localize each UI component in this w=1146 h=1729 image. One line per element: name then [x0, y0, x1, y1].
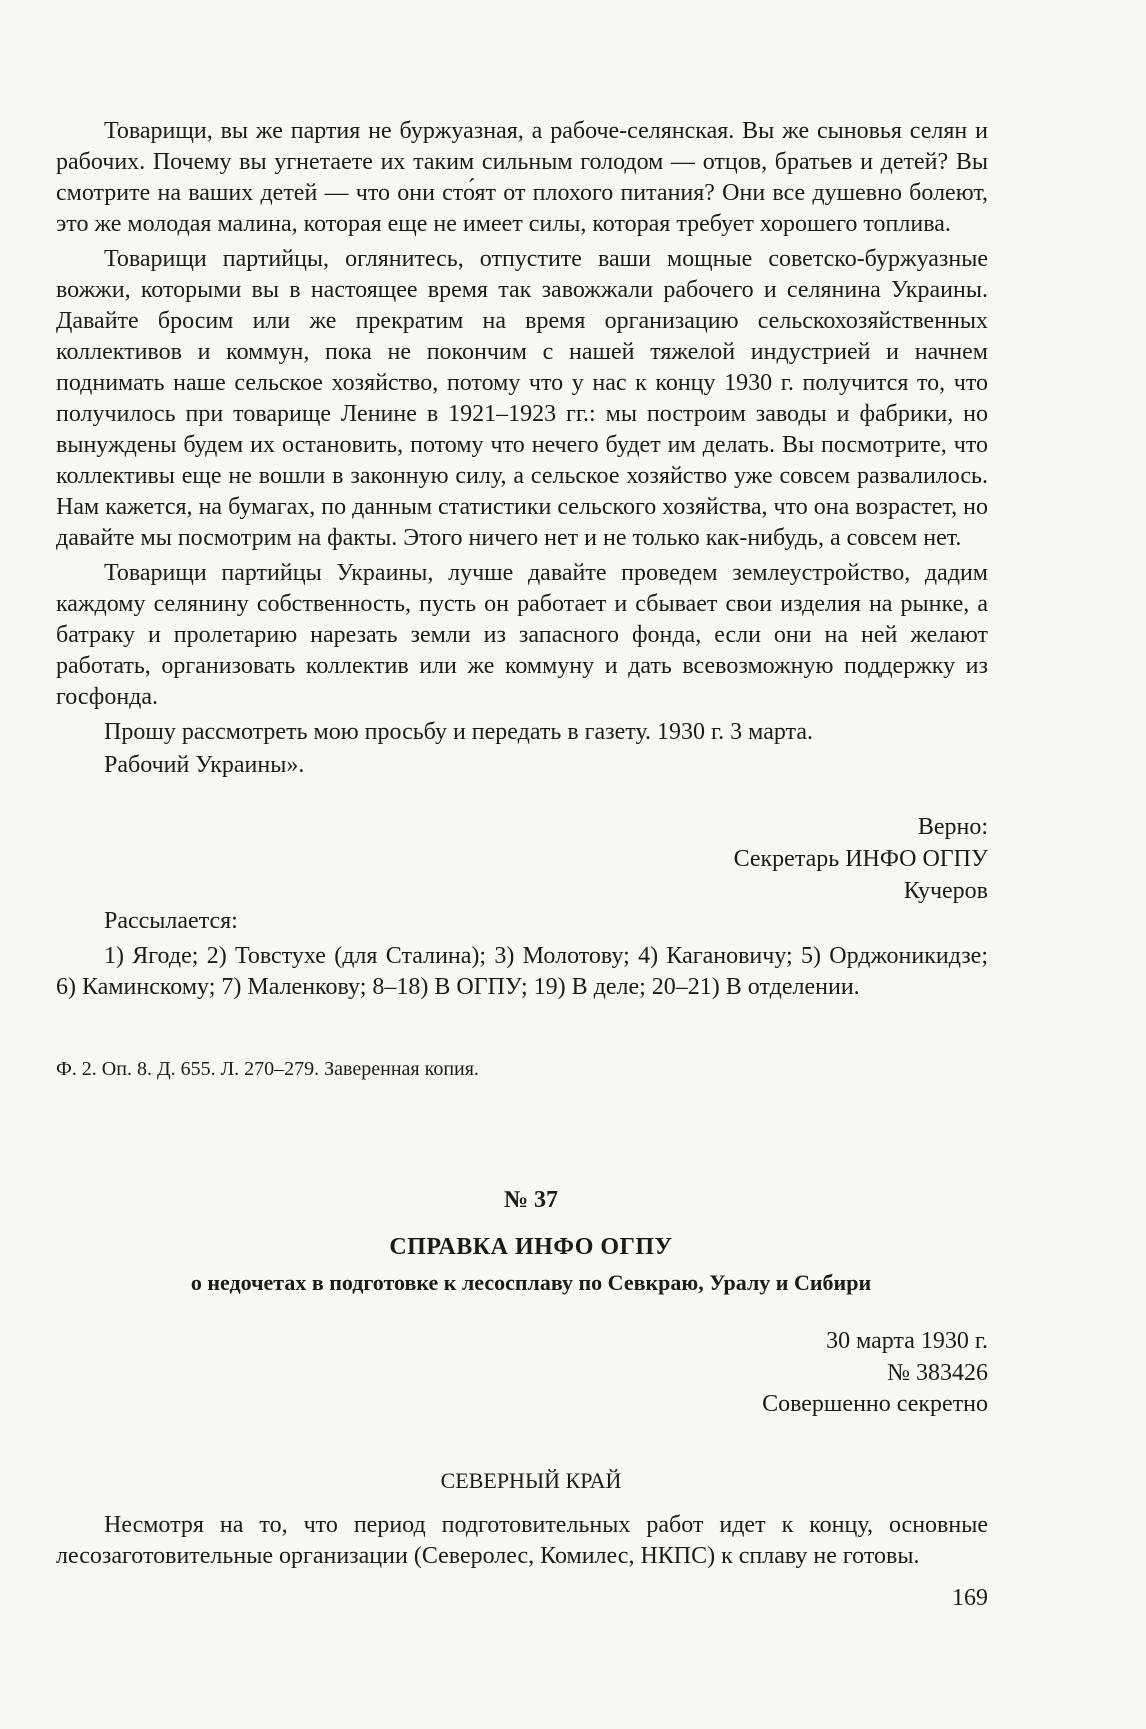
letter-signature: Рабочий Украины».: [104, 752, 305, 778]
distribution-label: Рассылается:: [104, 908, 238, 934]
section-body: [56, 1510, 988, 1572]
distribution-list: 1) Ягоде; 2) Товстухе (для Сталина); 3) Молотову; 4) Кагановичу; 5) Орджоникидзе; 6) Каминскому; 7) Маленкову; 8–18) В ОГПУ; 19) В деле; 20–21) В отделении.: [56, 943, 988, 1000]
letter-paragraph-2: Товарищи партийцы, оглянитесь, отпустите ваши мощные советско-буржуазные вожжи, которыми вы в настоящее время так завожжали рабочего и селянина Украины. Давайте бросим или же прекратим на время организацию сельскохозяйственных коллективов и коммун, пока не покончим с нашей тяжелой индустрией и начнем поднимать наше сельское хозяйство, потому что у нас к концу 1930 г. получится то, что получилось при товарище Ленине в 1921–1923 гг.: мы построим заводы и фабрики, но вынуждены будем их остановить, потому что нечего будет им делать. Вы посмотрите, что коллективы еще не вошли в законную силу, а сельское хозяйство уже совсем развалилось. Нам кажется, на бумагах, по данным статистики сельского хозяйства, что она возрастет, но давайте мы посмотрим на факты. Этого ничего нет и не только как-нибудь, а совсем нет.: [56, 246, 988, 551]
archive-source-note: Ф. 2. Оп. 8. Д. 655. Л. 270–279. Заверенная копия.: [56, 1058, 479, 1080]
document-reg-number: № 383426: [887, 1360, 988, 1386]
document-subtitle: о недочетах в подготовке к лесосплаву по Севкраю, Уралу и Сибири: [190, 1270, 872, 1295]
certification-position: Секретарь ИНФО ОГПУ: [733, 846, 988, 872]
document-title: СПРАВКА ИНФО ОГПУ: [389, 1234, 673, 1260]
page-number: 169: [952, 1585, 988, 1611]
letter-request-line: Прошу рассмотреть мою просьбу и передать в газету. 1930 г. 3 марта.: [104, 719, 813, 745]
distribution-block: [56, 906, 988, 1003]
letter-paragraph-1: Товарищи, вы же партия не буржуазная, а рабоче-селянская. Вы же сыновья селян и рабочих. Почему вы угнетаете их таким сильным голодом — отцов, братьев и детей? Вы смотрите на ваших детей — что они сто́ят от плохого питания? Они все душевно болеют, это же молодая малина, которая еще не имеет силы, которая требует хорошего топлива.: [56, 118, 988, 237]
letter-body: [56, 116, 988, 781]
section-paragraph: Несмотря на то, что период подготовительных работ идет к концу, основные лесозаготовительные организации (Северолес, Комилес, НКПС) к сплаву не готовы.: [56, 1512, 988, 1569]
section-title: СЕВЕРНЫЙ КРАЙ: [440, 1468, 622, 1493]
certification-verno: Верно:: [917, 814, 988, 840]
document-classification: Совершенно секретно: [762, 1391, 988, 1417]
certification-name: Кучеров: [903, 878, 988, 904]
document-number: № 37: [503, 1187, 559, 1213]
document-date: 30 марта 1930 г.: [826, 1328, 988, 1354]
letter-paragraph-3: Товарищи партийцы Украины, лучше давайте проведем землеустройство, дадим каждому селянину собственность, пусть он работает и сбывает свои изделия на рынке, а батраку и пролетарию нарезать земли из запасного фонда, если они на ней желают работать, организовать коллектив или же коммуну и дать всевозможную поддержку из госфонда.: [56, 560, 988, 710]
